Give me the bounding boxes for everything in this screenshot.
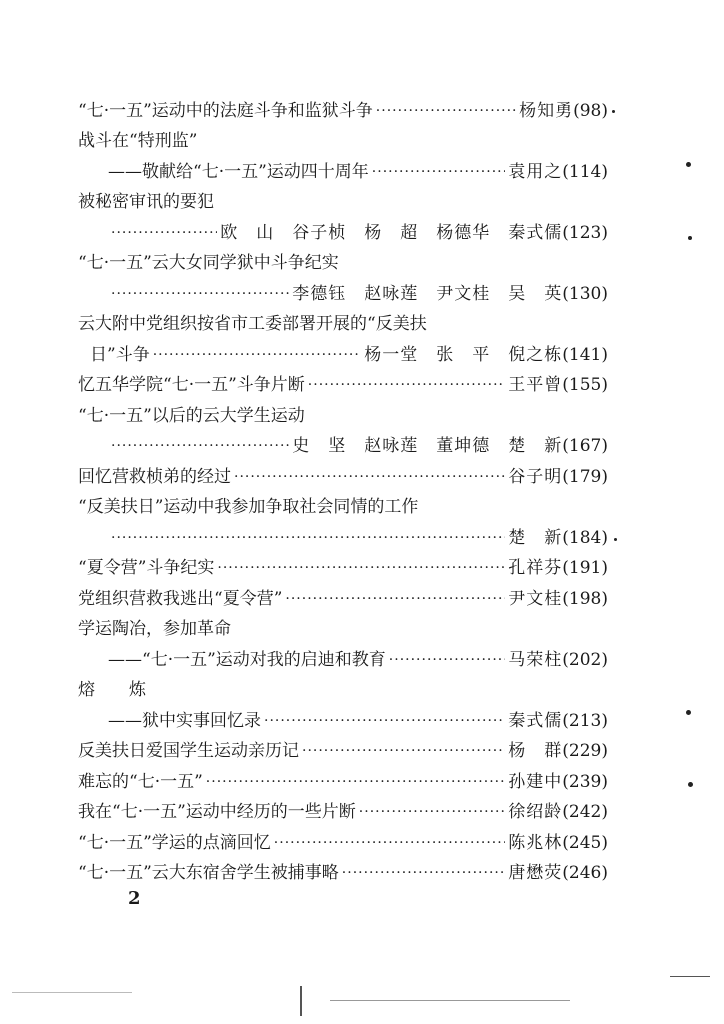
toc-entry — [78, 767, 608, 797]
entry-page: (123) — [562, 223, 608, 243]
toc-entry — [78, 858, 608, 888]
entry-page: (239) — [562, 772, 608, 792]
entry-page: (184) — [562, 528, 608, 548]
entry-author: 欧 山 谷子桢 杨 超 杨德华 秦式儒 — [220, 223, 563, 243]
entry-title: 党组织营救我逃出“夏令营” — [78, 589, 283, 609]
toc-entry — [108, 523, 608, 553]
entry-author: 徐绍龄 — [508, 802, 563, 822]
scan-speck — [686, 162, 691, 167]
entry-title: “七·一五”运动中的法庭斗争和监狱斗争 — [78, 101, 373, 121]
entry-title: 战斗在“特刑监” — [78, 131, 198, 151]
entry-title: “七·一五”学运的点滴回忆 — [78, 833, 271, 853]
scan-speck — [688, 236, 692, 240]
entry-title: 难忘的“七·一五” — [78, 772, 203, 792]
entry-subtitle: ——狱中实事回忆录 — [108, 711, 261, 731]
entry-page: (179) — [562, 467, 608, 487]
entry-title: 忆五华学院“七·一五”斗争片断 — [78, 375, 305, 395]
scan-speck — [612, 110, 615, 113]
toc-entry — [78, 126, 608, 156]
entry-page: (246) — [562, 863, 608, 883]
toc-entry — [78, 492, 608, 522]
dot-leader — [111, 431, 289, 461]
entry-page: (213) — [562, 711, 608, 731]
toc-entry — [78, 736, 608, 766]
toc-entry — [78, 96, 608, 126]
entry-title: 云大附中党组织按省市工委部署开展的“反美扶 — [78, 314, 427, 334]
toc-entry — [78, 828, 608, 858]
scan-artifact-line — [300, 986, 302, 1016]
toc-entry — [78, 401, 608, 431]
dot-leader — [111, 523, 505, 553]
entry-author: 孔祥芬 — [508, 558, 563, 578]
entry-author: 李德钰 赵咏莲 尹文桂 吴 英 — [292, 284, 563, 304]
toc-entry — [78, 187, 608, 217]
scan-speck — [614, 538, 617, 541]
dot-leader — [342, 858, 505, 888]
entry-page: (245) — [562, 833, 608, 853]
scan-speck — [686, 710, 691, 715]
dot-leader — [308, 370, 505, 400]
entry-author: 唐懋荧 — [508, 863, 563, 883]
entry-title: “反美扶日”运动中我参加争取社会同情的工作 — [78, 497, 419, 517]
entry-author: 秦式儒 — [508, 711, 563, 731]
entry-page: (198) — [562, 589, 608, 609]
entry-author: 孙建中 — [508, 772, 563, 792]
dot-leader — [302, 736, 505, 766]
entry-title: 回忆营救桢弟的经过 — [78, 467, 231, 487]
toc-entry — [108, 645, 608, 675]
entry-page: (191) — [562, 558, 608, 578]
toc-entry — [78, 309, 608, 339]
dot-leader — [111, 218, 217, 248]
entry-author: 王平曾 — [508, 375, 563, 395]
entry-title: “夏令营”斗争纪实 — [78, 558, 215, 578]
dot-leader — [111, 279, 289, 309]
entry-author: 史 坚 赵咏莲 董坤德 楚 新 — [292, 436, 563, 456]
dot-leader — [274, 828, 505, 858]
scan-speck — [688, 782, 693, 787]
entry-page: (167) — [562, 436, 608, 456]
entry-author: 尹文桂 — [508, 589, 563, 609]
entry-title: 反美扶日爱国学生运动亲历记 — [78, 741, 299, 761]
entry-title: “七·一五”以后的云大学生运动 — [78, 406, 305, 426]
entry-page: (242) — [562, 802, 608, 822]
entry-author: 谷子明 — [508, 467, 563, 487]
entry-title: “七·一五”云大东宿舍学生被捕事略 — [78, 863, 339, 883]
entry-title: “七·一五”云大女同学狱中斗争纪实 — [78, 253, 339, 273]
dot-leader — [389, 645, 505, 675]
scan-artifact-line — [330, 1000, 570, 1001]
entry-page: (202) — [562, 650, 608, 670]
entry-author: 马荣柱 — [508, 650, 563, 670]
dot-leader — [359, 797, 505, 827]
entry-page: (141) — [562, 345, 608, 365]
dot-leader — [376, 96, 516, 126]
entry-subtitle: ——“七·一五”运动对我的启迪和教育 — [108, 650, 386, 670]
page-number: 2 — [128, 888, 141, 909]
entry-page: (114) — [562, 162, 608, 182]
toc-entry — [108, 218, 608, 248]
toc-entry — [108, 706, 608, 736]
toc-entry — [78, 797, 608, 827]
dot-leader — [234, 462, 505, 492]
scan-artifact-line — [670, 976, 710, 977]
toc-entry — [108, 279, 608, 309]
entry-title: 学运陶冶，参加革命 — [78, 619, 231, 639]
entry-subtitle: ——敬献给“七·一五”运动四十周年 — [108, 162, 369, 182]
entry-title: 日”斗争 — [90, 345, 150, 365]
dot-leader — [372, 157, 505, 187]
toc-entry — [78, 584, 608, 614]
dot-leader — [264, 706, 505, 736]
entry-page: (130) — [562, 284, 608, 304]
scan-artifact-line — [12, 992, 132, 993]
toc-entry — [108, 157, 608, 187]
toc-entry — [78, 462, 608, 492]
entry-author: 杨一堂 张 平 倪之栋 — [364, 345, 563, 365]
toc-entry — [78, 248, 608, 278]
entry-title: 我在“七·一五”运动中经历的一些片断 — [78, 802, 356, 822]
toc-entry — [78, 553, 608, 583]
entry-author: 袁用之 — [508, 162, 563, 182]
dot-leader — [206, 767, 505, 797]
entry-author: 杨 群 — [508, 741, 563, 761]
dot-leader — [217, 553, 505, 583]
entry-author: 陈兆林 — [508, 833, 563, 853]
entry-title: 被秘密审讯的要犯 — [78, 192, 214, 212]
entry-author: 杨知勇 — [519, 101, 574, 121]
dot-leader — [153, 340, 362, 370]
dot-leader — [285, 584, 505, 614]
toc-entry — [78, 370, 608, 400]
entry-title: 熔 炼 — [78, 680, 146, 700]
toc-entry — [108, 431, 608, 461]
toc-entry — [90, 340, 608, 370]
toc-entry — [78, 675, 608, 705]
entry-page: (98) — [573, 101, 608, 121]
toc-entry — [78, 614, 608, 644]
entry-author: 楚 新 — [508, 528, 563, 548]
entry-page: (229) — [562, 741, 608, 761]
entry-page: (155) — [562, 375, 608, 395]
